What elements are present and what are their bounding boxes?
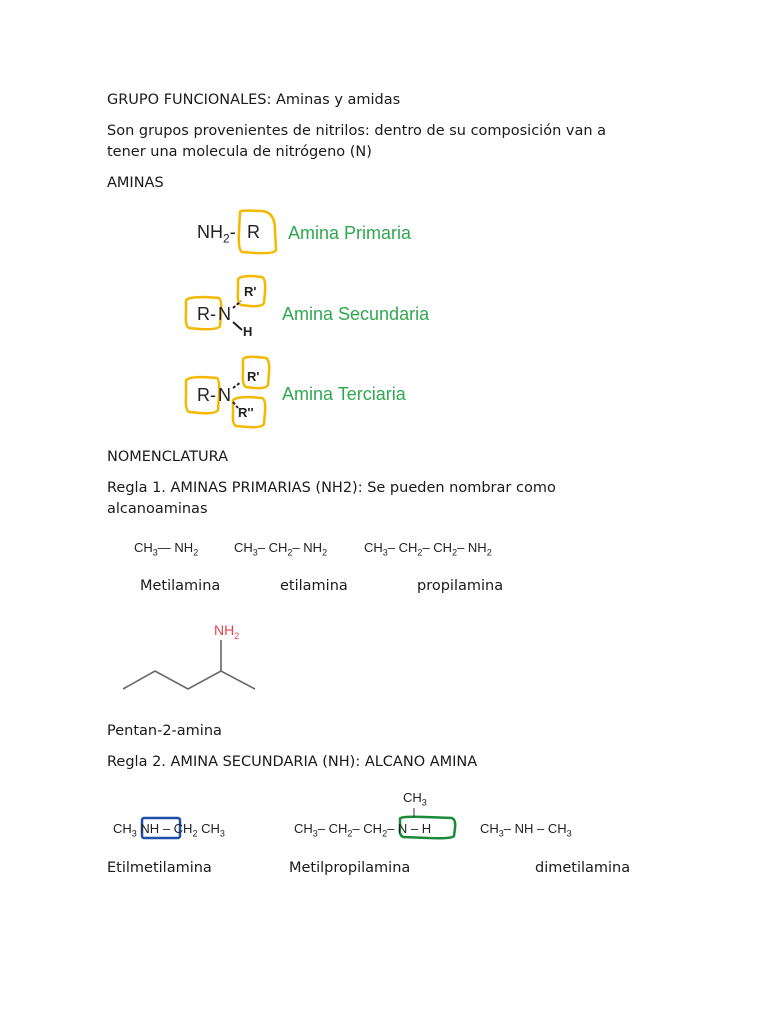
- rule2-heading: Regla 2. AMINA SECUNDARIA (NH): ALCANO AMINA: [107, 754, 478, 770]
- tertiary-r-dprime: R'': [238, 405, 254, 420]
- formula-dimetilamina: $CH_3-$ NH – $CH_3$: [480, 821, 572, 839]
- section-nomenclatura: NOMENCLATURA: [107, 449, 228, 465]
- skeletal-name: Pentan-2-amina: [107, 723, 222, 739]
- tertiary-r: R: [197, 385, 210, 405]
- secondary-h: H: [243, 324, 253, 339]
- label-secondary: Amina Secundaria: [282, 304, 430, 324]
- formula-methyl-branch: $CH_3$: [403, 790, 427, 808]
- tertiary-r-prime: R': [247, 369, 260, 384]
- intro-line-2: tener una molecula de nitrógeno (N): [107, 144, 372, 160]
- name-propilamina: propilamina: [417, 578, 504, 594]
- label-primary: Amina Primaria: [288, 223, 412, 243]
- name-metilamina: Metilamina: [140, 578, 221, 594]
- formula-etilamina: $CH_3-$ $CH_2-$ $NH_2$: [234, 540, 328, 558]
- label-tertiary: Amina Terciaria: [282, 384, 406, 404]
- primary-nh2: $NH_2-$: [197, 222, 236, 246]
- formula-metilpropilamina: $CH_3-$ $CH_2-$ $CH_2-$ N – H: [294, 821, 432, 839]
- name-etilamina: etilamina: [280, 578, 348, 594]
- name-etilmetilamina: Etilmetilamina: [107, 860, 212, 876]
- secondary-n: N: [218, 304, 231, 324]
- intro-line-1: Son grupos provenientes de nitrilos: dentro de su composición van a: [107, 123, 607, 139]
- rule1-line-2: alcanoaminas: [107, 501, 208, 517]
- secondary-r: R: [197, 304, 210, 324]
- formula-metilamina: $CH_3—$ $NH_2$: [134, 540, 199, 558]
- skeletal-nh2-label: $NH_2$: [214, 622, 240, 641]
- formula-propilamina: $CH_3-$ $CH_2-$ $CH_2-$ $NH_2$: [364, 540, 492, 558]
- section-aminas: AMINAS: [107, 175, 164, 191]
- name-metilpropilamina: Metilpropilamina: [289, 860, 411, 876]
- formula-etilmetilamina: $CH_3$ NH – $CH_2$ $CH_3$: [113, 821, 225, 839]
- tertiary-dash: -: [210, 385, 216, 405]
- page-title: GRUPO FUNCIONALES: Aminas y amidas: [107, 92, 401, 108]
- rule1-line-1: Regla 1. AMINAS PRIMARIAS (NH2): Se pueden nombrar como: [107, 480, 556, 496]
- secondary-r-prime: R': [244, 284, 257, 299]
- primary-r: R: [247, 222, 260, 242]
- tertiary-n: N: [218, 385, 231, 405]
- secondary-dash: -: [210, 304, 216, 324]
- name-dimetilamina: dimetilamina: [535, 860, 631, 876]
